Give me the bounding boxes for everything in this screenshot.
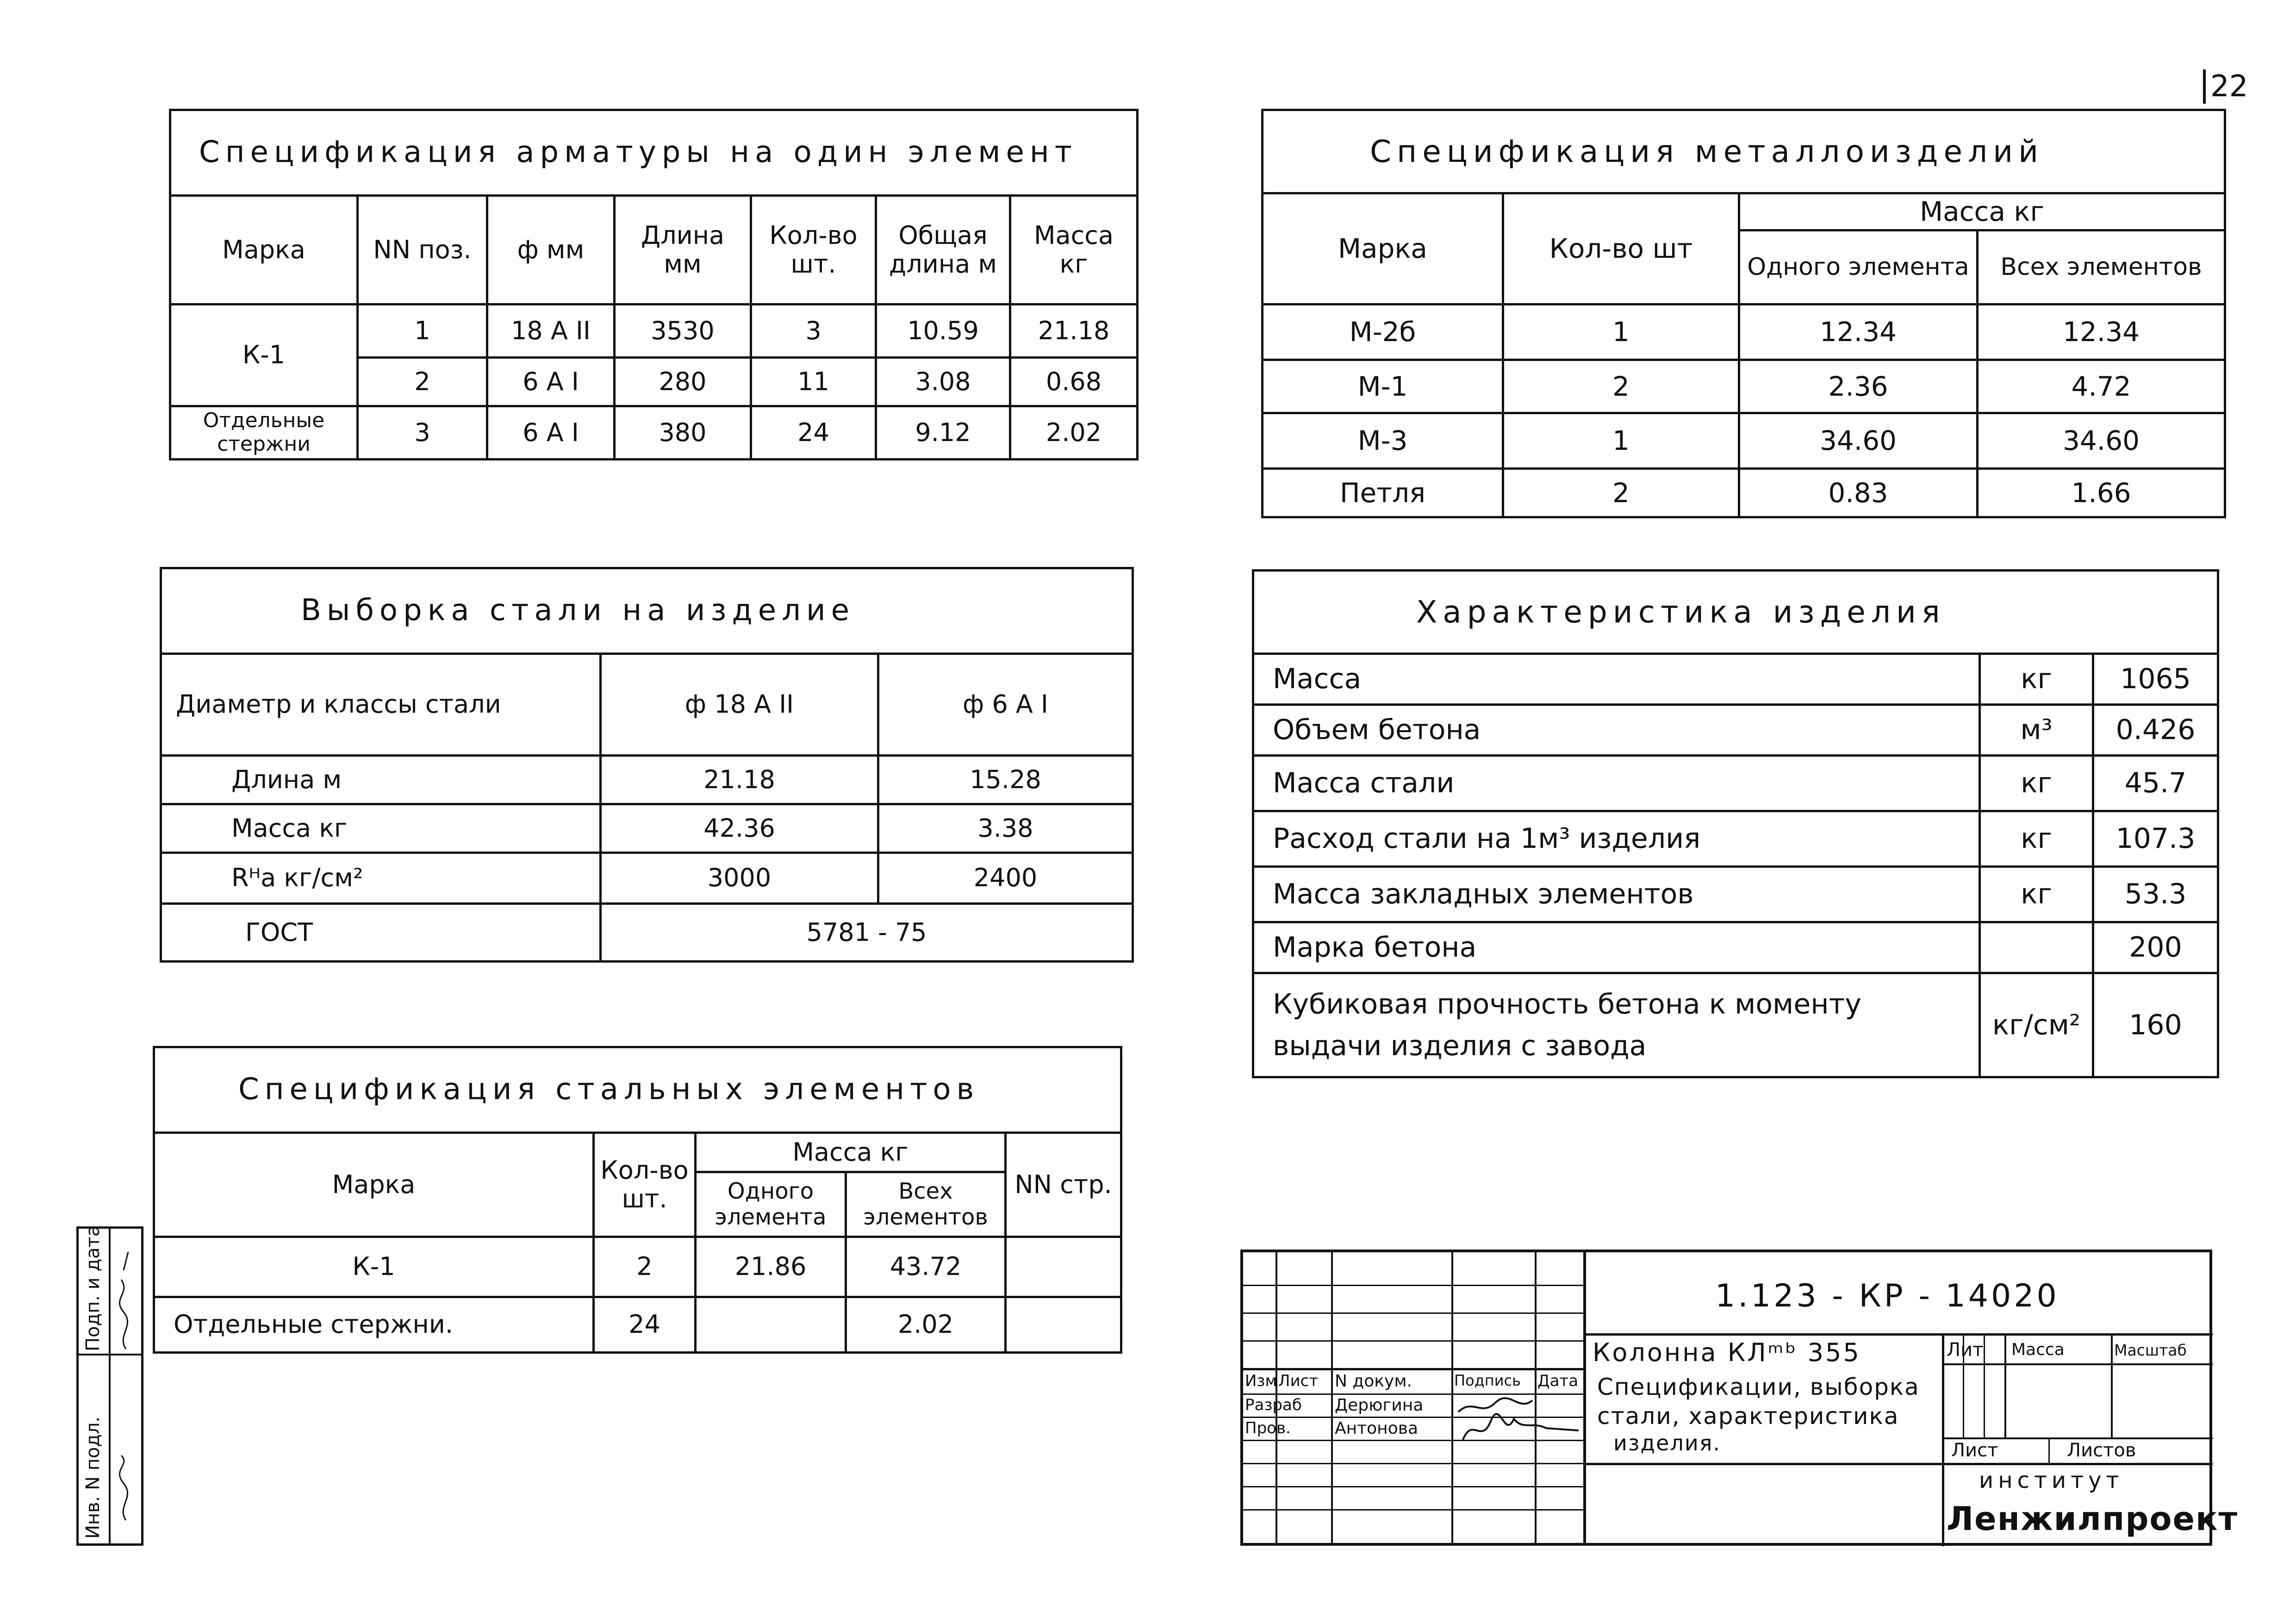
rs-cell: 3 — [751, 305, 876, 358]
stamp-line — [1331, 1252, 1333, 1544]
stamp-title-line1: Колонна КЛᵐᵇ 355 — [1593, 1338, 1861, 1367]
ch-label: Марка бетона — [1253, 922, 1980, 973]
rs-header-dia: ф мм — [487, 196, 615, 305]
stamp-line — [1243, 1312, 1583, 1314]
ms-cell: 34.60 — [1978, 413, 2225, 469]
table-row — [1253, 654, 2218, 705]
ms-cell: 2 — [1503, 469, 1739, 517]
stamp-line — [1243, 1463, 1583, 1464]
se-cell — [1006, 1297, 1121, 1353]
ch-label: Масса стали — [1253, 756, 1980, 811]
steel-elements-spec-table — [153, 1046, 1122, 1354]
ch-value: 53.3 — [2093, 867, 2218, 922]
table-row — [161, 756, 1133, 804]
ss-col1: ф 18 А II — [601, 654, 878, 756]
metal-spec-title: Спецификация металлоизделий — [1263, 110, 2225, 193]
table-row — [154, 1297, 1121, 1353]
rs-header-pos: NN поз. — [358, 196, 487, 305]
ms-header-mass: Масса кг — [1739, 193, 2225, 230]
rs-header-mass: Масса кг — [1010, 196, 1138, 305]
table-row — [1253, 973, 2218, 1077]
ch-unit: кг — [1980, 654, 2093, 705]
ss-r-1: 3000 — [601, 853, 878, 904]
rs-cell: 3.08 — [876, 358, 1010, 406]
rs-cell: 1 — [358, 305, 487, 358]
stamp-line — [1243, 1509, 1583, 1511]
title-block — [1240, 1250, 2239, 1546]
stamp-line — [1583, 1333, 2213, 1336]
rs-header-qty: Кол-во шт. — [751, 196, 876, 305]
stamp-institute-label: институт — [1979, 1468, 2124, 1493]
ch-unit: кг/см² — [1980, 973, 2093, 1077]
rs-cell: 18 А II — [487, 305, 615, 358]
ms-cell: М-1 — [1263, 360, 1503, 413]
ch-value: 45.7 — [2093, 756, 2218, 811]
table-row — [1263, 413, 2225, 469]
se-header-mark: Марка — [154, 1133, 594, 1237]
stamp-line — [1942, 1333, 1944, 1546]
ch-label: Объем бетона — [1253, 705, 1980, 756]
ss-length-1: 21.18 — [601, 756, 878, 804]
ss-length-label: Длина м — [161, 756, 601, 804]
stamp-line — [1243, 1486, 1583, 1487]
stamp-line — [109, 1229, 111, 1543]
stamp-h-lit: Лит — [1947, 1339, 1984, 1361]
characteristics-title: Характеристика изделия — [1253, 571, 2218, 654]
rs-cell: 3 — [358, 406, 487, 460]
ss-diam-label: Диаметр и классы стали — [161, 654, 601, 756]
ch-value: 107.3 — [2093, 811, 2218, 867]
se-cell: 2.02 — [846, 1297, 1006, 1353]
table-row — [161, 904, 1133, 962]
stamp-line — [1451, 1252, 1453, 1544]
rs-cell: 6 А I — [487, 406, 615, 460]
se-header-page: NN стр. — [1006, 1133, 1121, 1237]
rs-cell: 2 — [358, 358, 487, 406]
steel-selection-table — [160, 567, 1134, 963]
se-header-one: Одного элемента — [696, 1172, 846, 1237]
ch-label: Расход стали на 1м³ изделия — [1253, 811, 1980, 867]
stamp-line — [1583, 1463, 2213, 1465]
rs-header-mark: Марка — [170, 196, 358, 305]
ss-col2: ф 6 А I — [878, 654, 1133, 756]
stamp-title-line3: стали, характеристика — [1597, 1403, 1899, 1430]
table-row — [170, 305, 1138, 358]
ms-cell: Петля — [1263, 469, 1503, 517]
table-row — [170, 406, 1138, 460]
ch-label: Масса закладных элементов — [1253, 867, 1980, 922]
rs-header-total: Общая длина м — [876, 196, 1010, 305]
table-row — [161, 804, 1133, 853]
characteristics-table — [1252, 569, 2219, 1078]
ch-label: Масса — [1253, 654, 1980, 705]
stamp-title-line2: Спецификации, выборка — [1597, 1374, 1920, 1400]
se-cell: 21.86 — [696, 1237, 846, 1297]
table-row — [1263, 469, 2225, 517]
stamp-role-check: Пров. — [1245, 1419, 1291, 1437]
stamp-line — [1243, 1340, 1583, 1342]
ch-value: 1065 — [2093, 654, 2218, 705]
ms-cell: 1 — [1503, 305, 1739, 360]
stamp-code: 1.123 - КР - 14020 — [1715, 1278, 2060, 1314]
ch-unit — [1980, 922, 2093, 973]
se-cell — [696, 1297, 846, 1353]
steel-elements-title: Спецификация стальных элементов — [154, 1047, 1121, 1133]
se-cell: Отдельные стержни. — [154, 1297, 594, 1353]
table-row — [1263, 360, 2225, 413]
rs-cell: 2.02 — [1010, 406, 1138, 460]
steel-selection-title: Выборка стали на изделие — [161, 568, 1133, 654]
ss-gost-label: ГОСТ — [161, 904, 601, 962]
ms-header-qty: Кол-во шт — [1503, 193, 1739, 305]
rs-cell: 3530 — [615, 305, 751, 358]
reinforcement-spec-table — [169, 109, 1139, 460]
ch-value: 0.426 — [2093, 705, 2218, 756]
ss-mass-label: Масса кг — [161, 804, 601, 853]
ss-r-2: 2400 — [878, 853, 1133, 904]
ms-cell: 34.60 — [1739, 413, 1978, 469]
stamp-line — [1243, 1285, 1583, 1286]
ms-cell: М-3 — [1263, 413, 1503, 469]
rs-cell: 10.59 — [876, 305, 1010, 358]
stamp-h-sheets: Листов — [2067, 1440, 2136, 1461]
table-row — [1253, 922, 2218, 973]
ms-cell: 1 — [1503, 413, 1739, 469]
page-number: 22 — [2203, 69, 2248, 104]
ms-cell: 4.72 — [1978, 360, 2225, 413]
stamp-h-sign: Подпись — [1454, 1372, 1521, 1389]
ms-cell: 2 — [1503, 360, 1739, 413]
side-signature-scribble — [112, 1233, 140, 1530]
se-header-all: Всех элементов — [846, 1172, 1006, 1237]
ch-unit: кг — [1980, 756, 2093, 811]
ss-mass-2: 3.38 — [878, 804, 1133, 853]
stamp-line — [2048, 1437, 2050, 1463]
reinforcement-spec-title: Спецификация арматуры на один элемент — [170, 110, 1138, 196]
stamp-h-date: Дата — [1537, 1372, 1579, 1390]
stamp-role-dev: Разраб — [1245, 1396, 1302, 1414]
stamp-line — [1984, 1336, 1985, 1437]
stamp-name-check: Антонова — [1335, 1419, 1418, 1438]
stamp-h-scale: Масштаб — [2114, 1341, 2187, 1359]
table-row — [1253, 705, 2218, 756]
se-cell — [1006, 1237, 1121, 1297]
ms-header-mark: Марка — [1263, 193, 1503, 305]
rs-cell: 24 — [751, 406, 876, 460]
stamp-h-list: Лист — [1278, 1372, 1319, 1390]
rs-cell: 6 А I — [487, 358, 615, 406]
ch-label: Кубиковая прочность бетона к моменту выдачи изделия с завода — [1253, 973, 1980, 1077]
ss-mass-1: 42.36 — [601, 804, 878, 853]
rs-cell: 21.18 — [1010, 305, 1138, 358]
stamp-line — [2111, 1336, 2113, 1437]
stamp-h-doc: N докум. — [1335, 1372, 1412, 1391]
rs-header-len: Длина мм — [615, 196, 751, 305]
ss-r-label: Rᴴa кг/см² — [161, 853, 601, 904]
ch-unit: кг — [1980, 867, 2093, 922]
ms-cell: 12.34 — [1739, 305, 1978, 360]
stamp-h-mass: Масса — [2011, 1340, 2065, 1359]
table-row — [161, 853, 1133, 904]
rs-cell: 280 — [615, 358, 751, 406]
ch-value: 200 — [2093, 922, 2218, 973]
se-header-mass: Масса кг — [696, 1133, 1006, 1172]
rs-mark-rods: Отдельные стержни — [170, 406, 358, 460]
ms-header-one: Одного элемента — [1739, 230, 1978, 305]
ss-length-2: 15.28 — [878, 756, 1133, 804]
se-header-qty: Кол-во шт. — [594, 1133, 696, 1237]
ss-gost-value: 5781 - 75 — [601, 904, 1133, 962]
rs-cell: 11 — [751, 358, 876, 406]
ms-cell: 1.66 — [1978, 469, 2225, 517]
ms-cell: 12.34 — [1978, 305, 2225, 360]
table-row — [1253, 867, 2218, 922]
stamp-title-line4: изделия. — [1613, 1430, 1721, 1455]
side-stamp — [76, 1226, 143, 1546]
stamp-name-dev: Дерюгина — [1335, 1396, 1424, 1415]
stamp-line — [2004, 1336, 2006, 1437]
ch-unit: м³ — [1980, 705, 2093, 756]
ch-unit: кг — [1980, 811, 2093, 867]
se-cell: 2 — [594, 1237, 696, 1297]
rs-cell: 9.12 — [876, 406, 1010, 460]
rs-cell: 380 — [615, 406, 751, 460]
rs-cell: 0.68 — [1010, 358, 1138, 406]
metal-spec-table — [1261, 109, 2226, 518]
ms-header-all: Всех элементов — [1978, 230, 2225, 305]
ms-cell: 2.36 — [1739, 360, 1978, 413]
se-cell: 24 — [594, 1297, 696, 1353]
se-cell: 43.72 — [846, 1237, 1006, 1297]
ms-cell: 0.83 — [1739, 469, 1978, 517]
ch-value: 160 — [2093, 973, 2218, 1077]
stamp-line — [1583, 1252, 1586, 1544]
stamp-institute: Ленжилпроект — [1947, 1500, 2239, 1538]
stamp-h-sheet: Лист — [1951, 1440, 1998, 1461]
rs-mark-k1: К-1 — [170, 305, 358, 406]
table-row — [1253, 811, 2218, 867]
stamp-h-izm: Изм — [1245, 1372, 1277, 1390]
ms-cell: М-2б — [1263, 305, 1503, 360]
se-cell: К-1 — [154, 1237, 594, 1297]
table-row — [154, 1237, 1121, 1297]
table-row — [1263, 305, 2225, 360]
table-row — [1253, 756, 2218, 811]
stamp-line — [1942, 1437, 2213, 1439]
stamp-line — [1243, 1368, 1583, 1370]
side-stamp-sign-date: Подп. и дата — [82, 1225, 104, 1351]
side-stamp-inv: Инв. N подл. — [82, 1416, 104, 1539]
signature-scribble — [1454, 1393, 1583, 1444]
stamp-line — [1942, 1363, 2213, 1365]
